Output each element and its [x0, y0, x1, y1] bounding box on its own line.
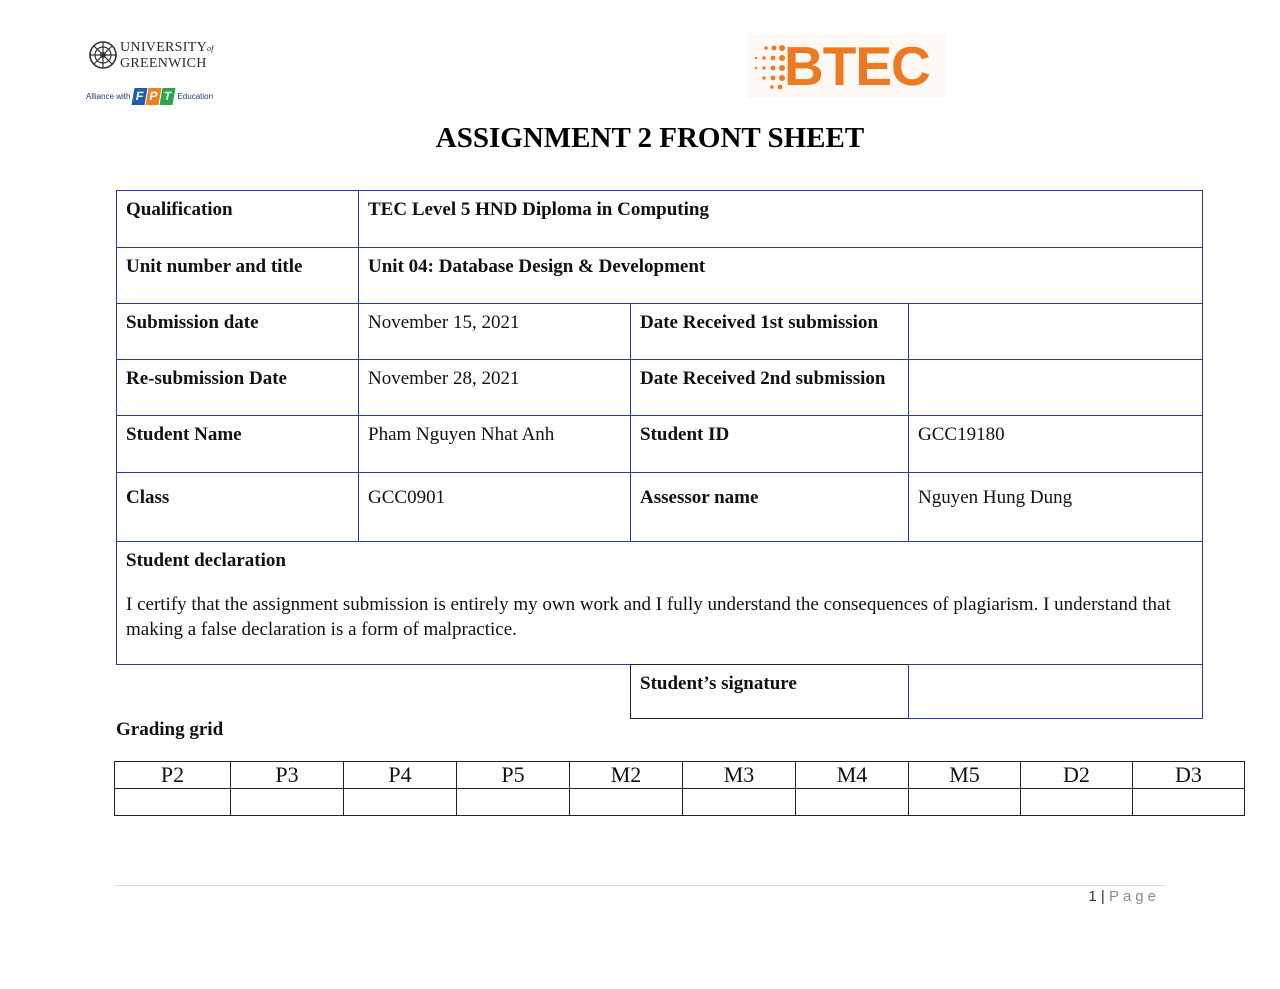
fpt-logo: F P T	[133, 88, 174, 105]
resubmission-date-value: November 28, 2021	[358, 359, 631, 416]
assessor-label: Assessor name	[630, 472, 909, 542]
assessor-value: Nguyen Hung Dung	[908, 472, 1203, 542]
resubmission-date-label: Re-submission Date	[116, 359, 359, 416]
qualification-value: TEC Level 5 HND Diploma in Computing	[358, 190, 1203, 248]
university-seal-icon	[88, 40, 118, 70]
grading-header-cell: M2	[569, 761, 683, 789]
grading-value-cell[interactable]	[1020, 788, 1133, 816]
page-number: 1	[1088, 888, 1097, 905]
grading-value-cell[interactable]	[343, 788, 457, 816]
grading-header-cell: P4	[343, 761, 457, 789]
date-received-2nd-value[interactable]	[908, 359, 1203, 416]
grading-value-cell[interactable]	[682, 788, 796, 816]
student-name-value: Pham Nguyen Nhat Anh	[358, 415, 631, 473]
signature-label: Student’s signature	[630, 664, 909, 719]
submission-date-value: November 15, 2021	[358, 303, 631, 360]
grading-header-cell: D3	[1132, 761, 1245, 789]
submission-date-label: Submission date	[116, 303, 359, 360]
class-value: GCC0901	[358, 472, 631, 542]
qualification-label: Qualification	[116, 190, 359, 248]
grading-grid-label: Grading grid	[116, 719, 224, 740]
date-received-2nd-label: Date Received 2nd submission	[630, 359, 909, 416]
student-id-value: GCC19180	[908, 415, 1203, 473]
grading-header-cell: P3	[230, 761, 344, 789]
declaration-text: I certify that the assignment submission is entirely my own work and I fully understand the consequences of plagiarism. I understand that making a false declaration is a form of malpractice.	[126, 594, 1171, 640]
grading-value-cell[interactable]	[1132, 788, 1245, 816]
declaration-heading: Student declaration	[126, 550, 286, 571]
grading-value-cell[interactable]	[114, 788, 231, 816]
grading-header-cell: P5	[456, 761, 570, 789]
grading-value-cell[interactable]	[230, 788, 344, 816]
grading-header-cell: M4	[795, 761, 909, 789]
grading-value-cell[interactable]	[569, 788, 683, 816]
page-separator: |	[1100, 888, 1105, 905]
date-received-1st-value[interactable]	[908, 303, 1203, 360]
grading-header-cell: M5	[908, 761, 1021, 789]
grading-header-cell: P2	[114, 761, 231, 789]
unit-label: Unit number and title	[116, 247, 359, 304]
grading-value-cell[interactable]	[908, 788, 1021, 816]
grading-header-cell: D2	[1020, 761, 1133, 789]
btec-logo	[748, 34, 946, 98]
page-word: Page	[1108, 888, 1160, 905]
btec-wordmark: BTEC	[784, 35, 930, 97]
unit-value: Unit 04: Database Design & Development	[358, 247, 1203, 304]
alliance-with-fpt: Alliance with F P T Education	[86, 89, 214, 103]
grading-header-cell: M3	[682, 761, 796, 789]
grading-value-cell[interactable]	[456, 788, 570, 816]
page-footer	[1060, 888, 1160, 905]
footer-divider	[114, 885, 1166, 886]
university-of-greenwich-logo	[86, 38, 226, 118]
class-label: Class	[116, 472, 359, 542]
student-declaration	[116, 541, 1203, 665]
signature-value[interactable]	[908, 664, 1203, 719]
date-received-1st-label: Date Received 1st submission	[630, 303, 909, 360]
btec-dots-icon	[752, 42, 786, 90]
university-name: UNIVERSITYof GREENWICH	[120, 40, 214, 71]
document-title: ASSIGNMENT 2 FRONT SHEET	[435, 122, 865, 154]
student-id-label: Student ID	[630, 415, 909, 473]
student-name-label: Student Name	[116, 415, 359, 473]
grading-value-cell[interactable]	[795, 788, 909, 816]
